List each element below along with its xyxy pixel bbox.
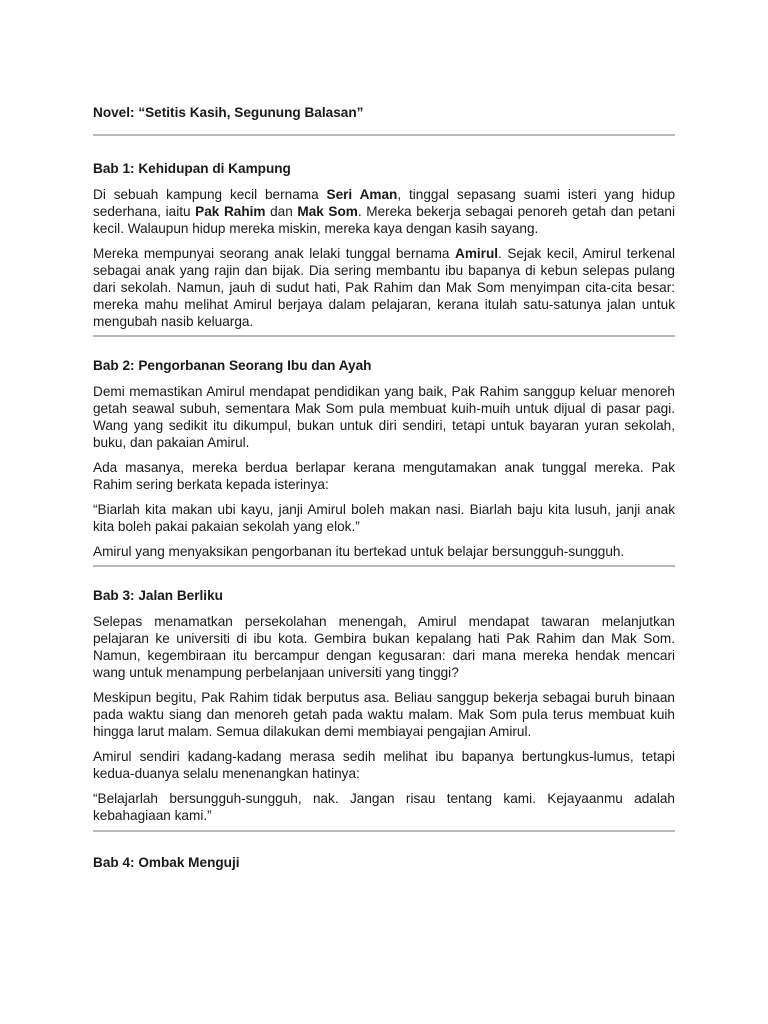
document-title: Novel: “Setitis Kasih, Segunung Balasan”: [93, 105, 364, 120]
paragraph: [93, 613, 675, 681]
paragraph: [93, 186, 675, 237]
text-run: , tinggal sepasang suami isteri yang hidup sederhana, iaitu: [93, 187, 676, 219]
chapter-body: [93, 186, 675, 330]
paragraph: [93, 748, 675, 782]
chapter-title: Bab 3: Jalan Berliku: [93, 588, 223, 603]
chapter-4: [93, 854, 675, 871]
text-run: Amirul yang menyaksikan pengorbanan itu bertekad untuk belajar bersungguh-sungguh.: [93, 544, 625, 559]
text-run: Ada masanya, mereka berdua berlapar kerana mengutamakan anak tunggal mereka. Pak Rahim sering berkata kepada isterinya:: [93, 460, 675, 492]
text-run: Mereka mempunyai seorang anak lelaki tunggal bernama: [93, 246, 455, 261]
chapter-body: [93, 613, 675, 824]
document-page: [93, 104, 675, 880]
paragraph: [93, 245, 675, 330]
text-run: Di sebuah kampung kecil bernama: [93, 187, 327, 202]
chapter-title: Bab 1: Kehidupan di Kampung: [93, 161, 291, 176]
text-run: “Biarlah kita makan ubi kayu, janji Amirul boleh makan nasi. Biarlah baju kita lusuh, janji anak kita boleh pakai pakaian sekolah yang elok.”: [93, 502, 675, 534]
text-run: . Sejak kecil, Amirul terkenal sebagai anak yang rajin dan bijak. Dia sering membantu ibu bapanya di kebun selepas pulang dari sekolah. Namun, jauh di sudut hati, Pak Rahim dan Mak Som menyimpan cita-cita besar: mereka mahu melihat Amirul berjaya dalam pelajaran, kerana itulah satu-satunya jalan untuk mengubah nasib keluarga.: [93, 246, 675, 329]
text-run: “Belajarlah bersungguh-sungguh, nak. Jangan risau tentang kami. Kejayaanmu adalah kebahagiaan kami.”: [93, 791, 675, 823]
divider: [93, 565, 675, 567]
chapter-title: Bab 2: Pengorbanan Seorang Ibu dan Ayah: [93, 358, 372, 373]
bold-text: Amirul: [455, 246, 499, 261]
paragraph: [93, 501, 675, 535]
chapter-body: [93, 383, 675, 560]
chapter-1: [93, 160, 675, 330]
divider: [93, 335, 675, 337]
divider: [93, 830, 675, 832]
text-run: Selepas menamatkan persekolahan menengah, Amirul mendapat tawaran melanjutkan pelajaran ke universiti di ibu kota. Gembira bukan kepalang hati Pak Rahim dan Mak Som. Namun, kegembiraan itu bercampur dengan kegusaran: dari mana mereka hendak mencari wang untuk menampung perbelanjaan universiti yang tinggi?: [93, 614, 675, 680]
bold-text: Seri Aman: [326, 187, 398, 202]
text-run: Demi memastikan Amirul mendapat pendidikan yang baik, Pak Rahim sanggup keluar menoreh getah seawal subuh, sementara Mak Som pula membuat kuih-muih untuk dijual di pasar pagi. Wang yang sedikit itu dikumpul, bukan untuk diri sendiri, tetapi untuk bayaran yuran sekolah, buku, dan pakaian Amirul.: [93, 384, 675, 450]
divider: [93, 134, 675, 136]
chapter-title: Bab 4: Ombak Menguji: [93, 855, 240, 870]
chapter-3: [93, 587, 675, 824]
chapter-2: [93, 357, 675, 560]
text-run: dan: [265, 204, 298, 219]
bold-text: Mak Som: [297, 204, 358, 219]
text-run: . Mereka bekerja sebagai penoreh getah dan petani kecil. Walaupun hidup mereka miskin, mereka kaya dengan kasih sayang.: [93, 204, 676, 236]
paragraph: [93, 543, 675, 560]
bold-text: Pak Rahim: [195, 204, 266, 219]
paragraph: [93, 689, 675, 740]
paragraph: [93, 383, 675, 451]
paragraph: [93, 459, 675, 493]
paragraph: [93, 790, 675, 824]
text-run: Meskipun begitu, Pak Rahim tidak berputus asa. Beliau sanggup bekerja sebagai buruh binaan pada waktu siang dan menoreh getah pada waktu malam. Mak Som pula terus membuat kuih hingga larut malam. Semua dilakukan demi membiayai pengajian Amirul.: [93, 690, 675, 739]
text-run: Amirul sendiri kadang-kadang merasa sedih melihat ibu bapanya bertungkus-lumus, tetapi kedua-duanya selalu menenangkan hatinya:: [93, 749, 675, 781]
